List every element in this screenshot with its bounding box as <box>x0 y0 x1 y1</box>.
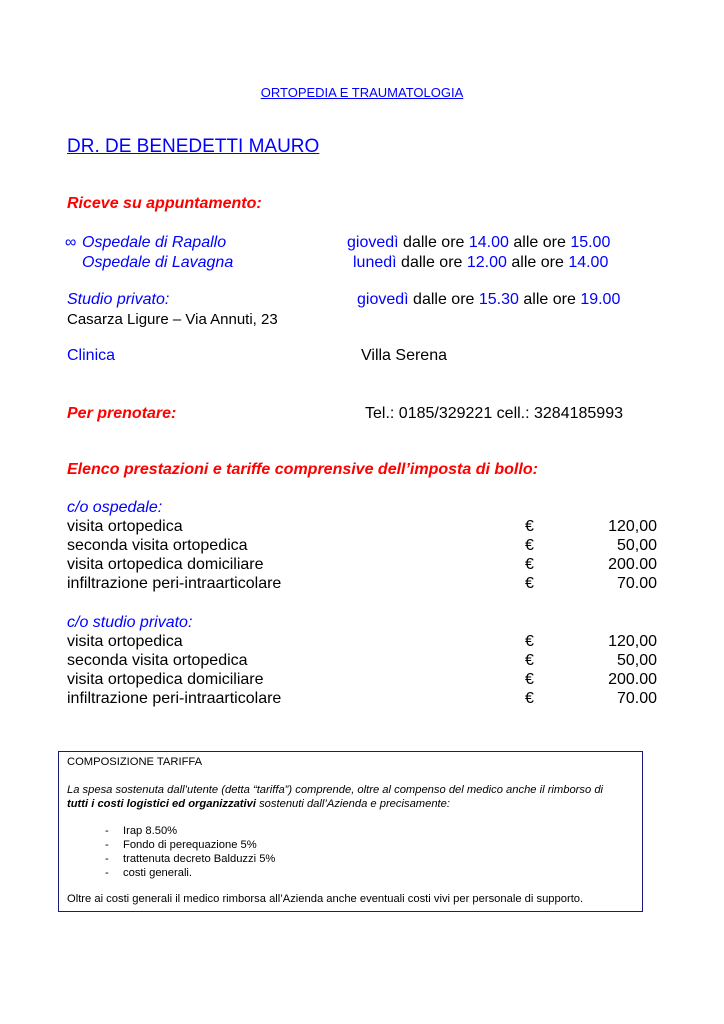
composition-para-bold: tutti i costi logistici ed organizzativi <box>67 798 256 810</box>
service-name: visita ortopedica domiciliare <box>67 556 264 573</box>
hospital-lavagna-to: 14.00 <box>568 254 609 271</box>
service-name: infiltrazione peri-intraarticolare <box>67 575 282 592</box>
service-price: 200.00 <box>608 556 657 573</box>
hospital-rapallo-name: Ospedale di Rapallo <box>82 234 227 251</box>
department-heading: ORTOPEDIA E TRAUMATOLOGIA <box>260 85 464 100</box>
hospital-lavagna-name: Ospedale di Lavagna <box>82 254 234 271</box>
price-row <box>67 652 657 671</box>
currency-symbol: € <box>525 518 534 535</box>
service-price: 50,00 <box>616 652 657 669</box>
service-name: visita ortopedica domiciliare <box>67 671 264 688</box>
doctor-name: DR. DE BENEDETTI MAURO <box>67 136 320 157</box>
tariffs-heading: Elenco prestazioni e tariffe comprensive dell’imposta di bollo: <box>67 461 538 478</box>
hospital-rapallo-hours <box>347 234 610 252</box>
service-price: 200.00 <box>608 671 657 688</box>
hospital-lavagna-from: 12.00 <box>466 254 507 271</box>
studio-from: 15.30 <box>478 291 519 308</box>
price-row <box>67 575 657 594</box>
list-item <box>105 853 275 865</box>
dash-bullet-icon: - <box>105 867 109 879</box>
price-list-label: c/o ospedale: <box>67 499 163 516</box>
from-label: dalle ore <box>413 291 475 308</box>
composition-para-start: La spesa sostenuta dall’utente (detta “tariffa”) comprende, oltre al compenso del medico anche il rimborso di <box>67 784 604 796</box>
service-name: seconda visita ortopedica <box>67 652 248 669</box>
currency-symbol: € <box>525 652 534 669</box>
hospital-lavagna-hours <box>353 254 608 272</box>
clinic-label: Clinica <box>67 347 116 364</box>
price-list-label: c/o studio privato: <box>67 614 193 631</box>
service-price: 120,00 <box>608 633 657 650</box>
service-price: 50,00 <box>616 537 657 554</box>
dash-bullet-icon: - <box>105 853 109 865</box>
composition-description <box>67 783 637 811</box>
composition-para-end: sostenuti dall’Azienda e precisamente: <box>255 798 450 810</box>
composition-title: COMPOSIZIONE TARIFFA <box>67 756 203 768</box>
price-row <box>67 633 657 652</box>
tariff-composition-box <box>58 751 643 912</box>
studio-hours <box>357 291 620 309</box>
hospital-rapallo-to: 15.00 <box>570 234 611 251</box>
composition-footer: Oltre ai costi generali il medico rimborsa all’Azienda anche eventuali costi vivi per personale di supporto. <box>67 893 584 905</box>
composition-item: Fondo di perequazione 5% <box>123 839 257 851</box>
to-label: alle ore <box>523 291 576 308</box>
currency-symbol: € <box>525 690 534 707</box>
hospital-rapallo-day: giovedì <box>347 234 399 251</box>
studio-day: giovedì <box>357 291 409 308</box>
booking-phones: Tel.: 0185/329221 cell.: 3284185993 <box>365 405 623 422</box>
service-name: seconda visita ortopedica <box>67 537 248 554</box>
dash-bullet-icon: - <box>105 825 109 837</box>
price-row <box>67 671 657 690</box>
studio-to: 19.00 <box>580 291 621 308</box>
composition-item: costi generali. <box>123 867 193 879</box>
to-label: alle ore <box>513 234 566 251</box>
appointment-heading: Riceve su appuntamento: <box>67 195 262 212</box>
currency-symbol: € <box>525 633 534 650</box>
price-row <box>67 690 657 709</box>
currency-symbol: € <box>525 556 534 573</box>
composition-item: trattenuta decreto Balduzzi 5% <box>123 853 276 865</box>
service-name: infiltrazione peri-intraarticolare <box>67 690 282 707</box>
to-label: alle ore <box>511 254 564 271</box>
list-item <box>105 825 177 837</box>
currency-symbol: € <box>525 671 534 688</box>
price-row <box>67 537 657 556</box>
service-name: visita ortopedica <box>67 633 183 650</box>
from-label: dalle ore <box>401 254 463 271</box>
dash-bullet-icon: - <box>105 839 109 851</box>
studio-label: Studio privato: <box>67 291 170 308</box>
composition-item: Irap 8.50% <box>123 825 178 837</box>
booking-label: Per prenotare: <box>67 405 177 422</box>
infinity-bullet-icon: ∞ <box>65 234 77 251</box>
service-name: visita ortopedica <box>67 518 183 535</box>
price-row <box>67 556 657 575</box>
list-item <box>105 839 257 851</box>
price-row <box>67 518 657 537</box>
service-price: 70.00 <box>616 690 657 707</box>
from-label: dalle ore <box>403 234 465 251</box>
currency-symbol: € <box>525 537 534 554</box>
currency-symbol: € <box>525 575 534 592</box>
hospital-rapallo-from: 14.00 <box>468 234 509 251</box>
hospital-lavagna-day: lunedì <box>353 254 397 271</box>
service-price: 120,00 <box>608 518 657 535</box>
studio-address: Casarza Ligure – Via Annuti, 23 <box>67 311 278 328</box>
service-price: 70.00 <box>616 575 657 592</box>
clinic-name: Villa Serena <box>361 347 447 364</box>
list-item <box>105 867 192 879</box>
